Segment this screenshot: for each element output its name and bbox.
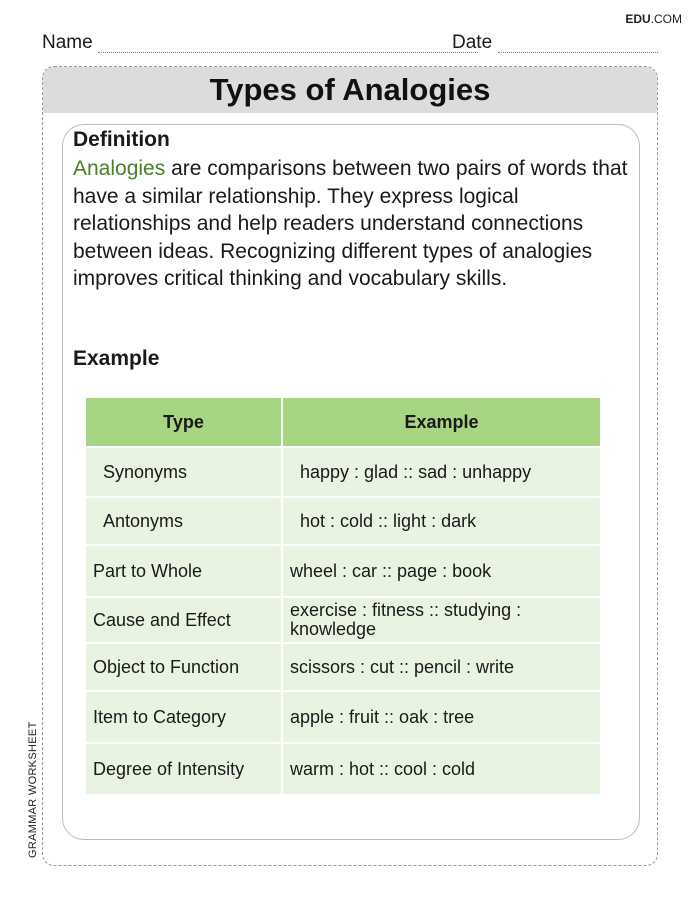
table-row — [85, 743, 601, 795]
column-header-example: Example — [282, 397, 601, 447]
example-cell: apple : fruit :: oak : tree — [282, 691, 601, 743]
example-cell: wheel : car :: page : book — [282, 545, 601, 597]
date-line[interactable] — [498, 52, 658, 53]
analogies-table — [84, 396, 602, 796]
date-label: Date — [452, 32, 493, 53]
type-cell: Degree of Intensity — [85, 743, 282, 795]
example-heading: Example — [73, 347, 160, 370]
column-header-type: Type — [85, 397, 282, 447]
name-line[interactable] — [98, 52, 478, 53]
table-row — [85, 643, 601, 691]
example-cell: warm : hot :: cool : cold — [282, 743, 601, 795]
type-cell: Antonyms — [85, 497, 282, 545]
type-cell: Synonyms — [85, 447, 282, 497]
brand-logo-bold: EDU — [625, 12, 651, 26]
example-cell — [282, 597, 601, 643]
definition-text — [73, 155, 628, 293]
definition-heading: Definition — [73, 128, 170, 151]
table-row — [85, 497, 601, 545]
table-row — [85, 597, 601, 643]
title-bar — [43, 67, 657, 113]
definition-term: Analogies — [73, 157, 166, 180]
type-cell: Cause and Effect — [85, 597, 282, 643]
example-cell: scissors : cut :: pencil : write — [282, 643, 601, 691]
definition-body: are comparisons between two pairs of words that have a similar relationship. They express logical relationships and help readers understand connections between ideas. Recognizing different types of analogies improves critical thinking and vocabulary skills. — [73, 157, 628, 290]
table-header-row — [85, 397, 601, 447]
table-row — [85, 545, 601, 597]
example-cell: hot : cold :: light : dark — [282, 497, 601, 545]
brand-logo-rest: .COM — [650, 12, 682, 26]
name-date-row — [42, 32, 658, 56]
table-row — [85, 691, 601, 743]
brand-logo — [625, 12, 682, 26]
page-title: Types of Analogies — [209, 72, 491, 107]
worksheet-side-label: GRAMMAR WORKSHEET — [27, 721, 39, 858]
name-label: Name — [42, 32, 93, 53]
example-cell-text: exercise : fitness :: studying : knowledge — [290, 600, 522, 639]
type-cell: Part to Whole — [85, 545, 282, 597]
type-cell: Object to Function — [85, 643, 282, 691]
table-row — [85, 447, 601, 497]
type-cell: Item to Category — [85, 691, 282, 743]
example-cell: happy : glad :: sad : unhappy — [282, 447, 601, 497]
